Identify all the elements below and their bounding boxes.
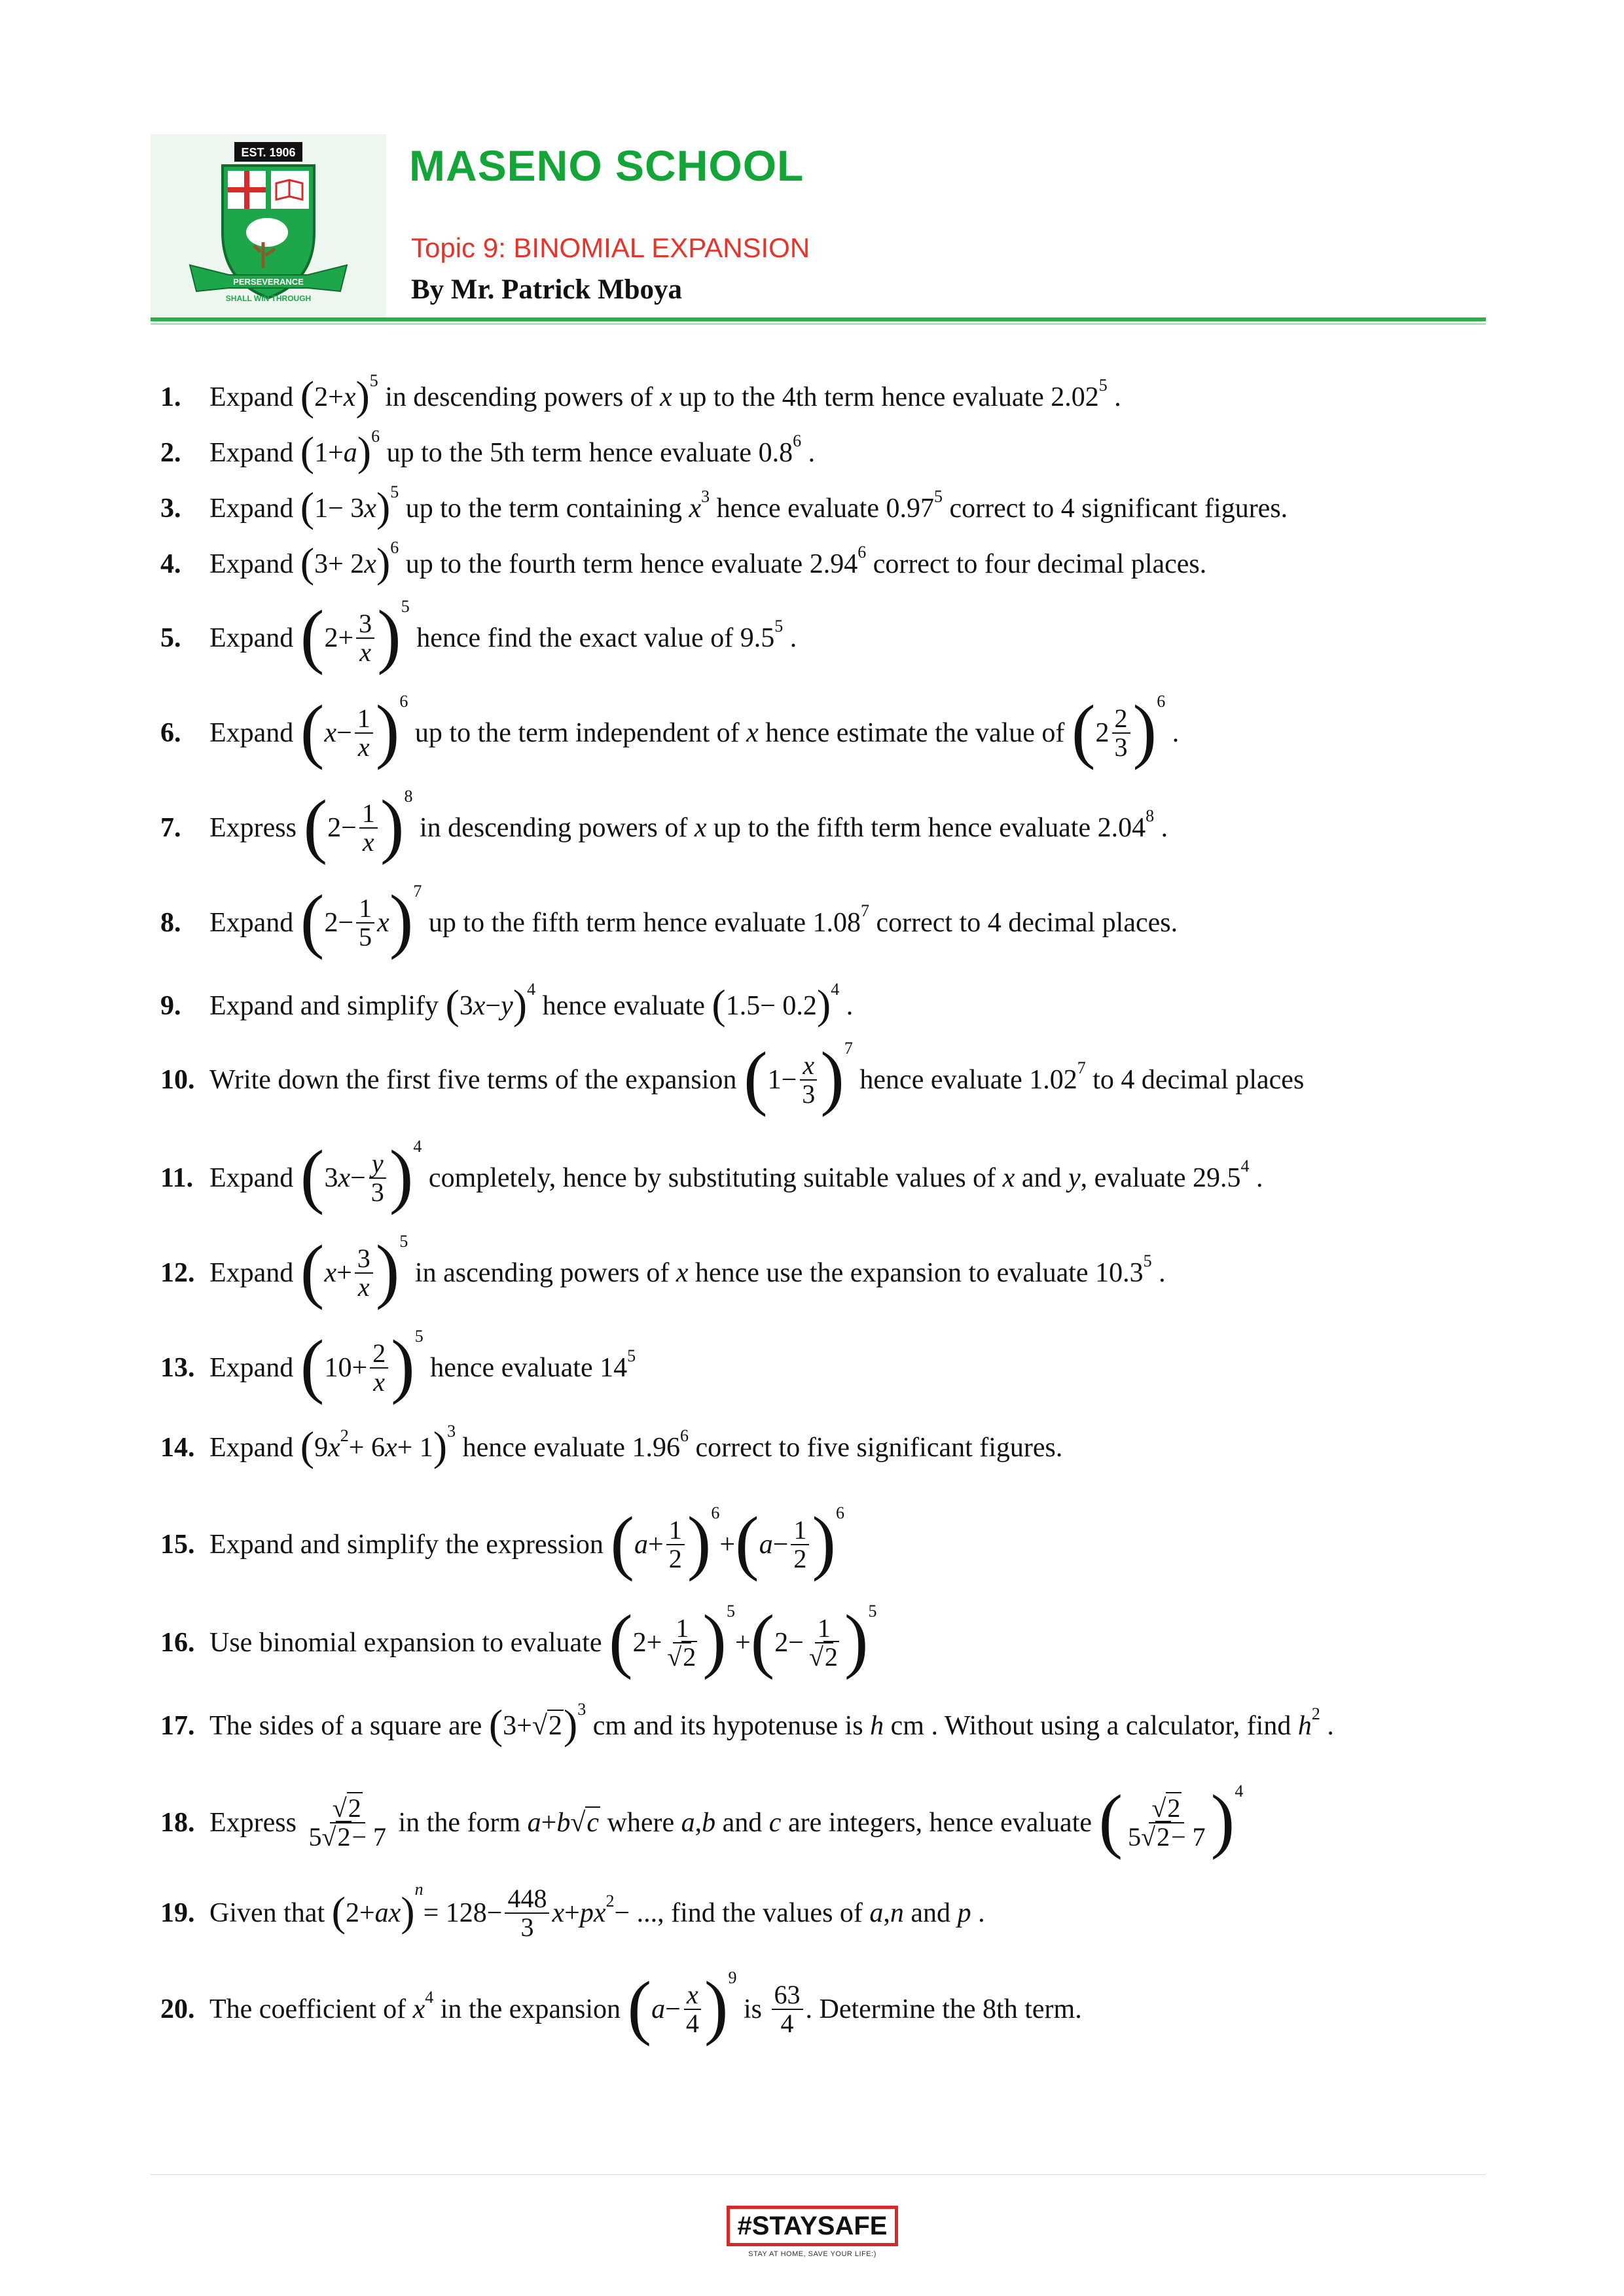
topic-title: Topic 9: BINOMIAL EXPANSION bbox=[411, 232, 810, 263]
question-number: 7. bbox=[160, 813, 181, 843]
footer-divider bbox=[151, 2174, 1486, 2175]
question-number: 4. bbox=[160, 549, 181, 579]
question-text: Expand bbox=[209, 549, 300, 579]
question-text: cm and its hypotenuse is bbox=[586, 1711, 871, 1741]
svg-text:PERSEVERANCE: PERSEVERANCE bbox=[233, 277, 304, 287]
question-text: where bbox=[600, 1808, 681, 1838]
question-number: 19. bbox=[160, 1898, 195, 1928]
question-text: , find the values of bbox=[657, 1898, 870, 1928]
question-number: 1. bbox=[160, 382, 181, 412]
question-text: hence evaluate bbox=[535, 991, 712, 1021]
question-number: 13. bbox=[160, 1353, 195, 1383]
svg-text:SHALL WIN THROUGH: SHALL WIN THROUGH bbox=[225, 294, 312, 303]
question-19: 19. Given that ( 2+ ax ) n = 128− $\frac{448}{3}$ x + px 2 − ... , find the values of a , n and p . bbox=[160, 1880, 985, 1942]
question-number: 12. bbox=[160, 1258, 195, 1288]
question-text: , evaluate bbox=[1080, 1163, 1193, 1193]
question-15: 15. Expand and simplify the expression ( a + $\frac{1}{2}$ ) 6 + ( a − $\frac{1}{2}$ ) 6 bbox=[160, 1502, 845, 1582]
question-text: cm . Without using a calculator, find bbox=[884, 1711, 1298, 1741]
question-text: hence evaluate bbox=[456, 1433, 632, 1463]
question-text: to 4 decimal places bbox=[1085, 1065, 1305, 1095]
question-number: 18. bbox=[160, 1808, 195, 1838]
question-text: Expand bbox=[209, 1353, 300, 1383]
question-text: Expand bbox=[209, 623, 300, 653]
question-text: are integers, hence evaluate bbox=[781, 1808, 1099, 1838]
question-text: up to the term independent of bbox=[408, 718, 747, 748]
question-text: Use binomial expansion to evaluate bbox=[209, 1628, 609, 1658]
question-17: 17. The sides of a square are ( 3+ √2 ) 3 cm and its hypotenuse is h cm . Without using a calculator, find h 2 . bbox=[160, 1700, 1334, 1748]
question-text: hence evaluate bbox=[423, 1353, 600, 1383]
question-text: and bbox=[1015, 1163, 1068, 1193]
question-text: Express bbox=[209, 1808, 304, 1838]
svg-text:EST. 1906: EST. 1906 bbox=[241, 146, 296, 159]
question-9: 9. Expand and simplify ( 3 x − y ) 4 hence evaluate ( 1.5− 0.2 ) 4 . bbox=[160, 980, 854, 1028]
question-18: 18. Express $\frac{√2}{5√2- 7}$ in the form a + b √c where a , b and c are integers, hence evaluate ( $\frac{√2}{5√2- 7}$ ) 4 bbox=[160, 1780, 1244, 1860]
question-8: 8. Expand ( 2− $\frac{1}{5}$ x ) 7 up to the fifth term hence evaluate 1.08 7 correct to 4 decimal places. bbox=[160, 880, 1178, 960]
question-text: The coefficient of bbox=[209, 1994, 413, 2024]
question-text: . bbox=[1159, 1258, 1166, 1288]
question-text: Expand bbox=[209, 908, 300, 938]
question-1: 1. Expand ( 2+ x ) 5 in descending powers of x up to the 4th term hence evaluate 2.02 5 . bbox=[160, 371, 1121, 419]
question-text: correct to 4 significant figures. bbox=[943, 493, 1288, 524]
question-text: correct to four decimal places. bbox=[866, 549, 1207, 579]
question-16: 16. Use binomial expansion to evaluate ( 2+ $\frac{1}{√2}$ ) 5 + ( 2− $\frac{1}{√2}$ ) 5 bbox=[160, 1600, 877, 1680]
staysafe-badge-label: #STAYSAFE bbox=[727, 2206, 898, 2246]
question-text: hence find the exact value of bbox=[409, 623, 740, 653]
question-10: 10. Write down the first five terms of the expansion ( 1− $\frac{x}{3}$ ) 7 hence evaluate 1.02 7 to 4 decimal places bbox=[160, 1037, 1305, 1117]
question-number: 10. bbox=[160, 1065, 195, 1095]
school-name: MASENO SCHOOL bbox=[409, 141, 804, 190]
question-number: 15. bbox=[160, 1530, 195, 1560]
question-6: 6. Expand ( x − $\frac{1}{x}$ ) 6 up to the term independent of x hence estimate the value of ( 2 $\frac{2}{3}$ ) 6 . bbox=[160, 691, 1180, 770]
question-number: 20. bbox=[160, 1994, 195, 2024]
page-header bbox=[151, 134, 1486, 324]
question-5: 5. Expand ( 2+ $\frac{3}{x}$ ) 5 hence find the exact value of 9.5 5 . bbox=[160, 596, 797, 675]
question-text: up to the 4th term hence evaluate bbox=[672, 382, 1051, 412]
question-text: Write down the first five terms of the expansion bbox=[209, 1065, 744, 1095]
header-divider-shadow bbox=[151, 323, 1486, 325]
author-line: By Mr. Patrick Mboya bbox=[411, 274, 683, 305]
question-text: Expand and simplify bbox=[209, 991, 446, 1021]
question-number: 16. bbox=[160, 1628, 195, 1658]
question-number: 9. bbox=[160, 991, 181, 1021]
question-text: Given that bbox=[209, 1898, 332, 1928]
question-text: . bbox=[1114, 382, 1121, 412]
question-number: 2. bbox=[160, 438, 181, 468]
question-text: hence evaluate bbox=[710, 493, 886, 524]
question-text: up to the term containing bbox=[399, 493, 689, 524]
question-text: up to the 5th term hence evaluate bbox=[380, 438, 759, 468]
question-20: 20. The coefficient of x 4 in the expansion ( a − $\frac{x}{4}$ ) 9 is $\frac{63}{4}$ . Determine the 8th term. bbox=[160, 1967, 1082, 2047]
question-text: in the expansion bbox=[433, 1994, 628, 2024]
question-text: completely, hence by substituting suitable values of bbox=[422, 1163, 1003, 1193]
question-number: 14. bbox=[160, 1433, 195, 1463]
question-text: Express bbox=[209, 813, 304, 843]
question-text: correct to five significant figures. bbox=[688, 1433, 1063, 1463]
question-text: hence evaluate bbox=[852, 1065, 1030, 1095]
question-text: Expand bbox=[209, 438, 300, 468]
question-text: . bbox=[808, 438, 816, 468]
question-7: 7. Express ( 2− $\frac{1}{x}$ ) 8 in descending powers of x up to the fifth term hence evaluate 2.04 8 . bbox=[160, 785, 1168, 865]
question-text: and bbox=[715, 1808, 769, 1838]
question-text: . bbox=[1172, 718, 1180, 748]
question-4: 4. Expand ( 3+ 2 x ) 6 up to the fourth term hence evaluate 2.94 6 correct to four decimal places. bbox=[160, 538, 1207, 586]
question-text: . bbox=[846, 991, 854, 1021]
question-text: Expand bbox=[209, 1163, 300, 1193]
question-13: 13. Expand ( 10+ $\frac{2}{x}$ ) 5 hence evaluate 14 5 bbox=[160, 1325, 636, 1405]
question-text: . bbox=[789, 623, 797, 653]
question-number: 11. bbox=[160, 1163, 194, 1193]
question-number: 17. bbox=[160, 1711, 195, 1741]
question-text: in ascending powers of bbox=[408, 1258, 676, 1288]
question-number: 6. bbox=[160, 718, 181, 748]
question-text: Expand bbox=[209, 1433, 300, 1463]
header-divider bbox=[151, 317, 1486, 321]
question-text: up to the fourth term hence evaluate bbox=[399, 549, 810, 579]
school-crest-logo bbox=[151, 134, 386, 321]
question-14: 14. Expand ( 9 x 2 + 6 x + 1 ) 3 hence evaluate 1.96 6 correct to five significant figures. bbox=[160, 1422, 1063, 1469]
question-text: in descending powers of bbox=[412, 813, 695, 843]
question-number: 8. bbox=[160, 908, 181, 938]
question-text: . Determine the 8th term. bbox=[805, 1994, 1082, 2024]
question-text: Expand bbox=[209, 718, 300, 748]
question-2: 2. Expand ( 1+ a ) 6 up to the 5th term hence evaluate 0.8 6 . bbox=[160, 427, 816, 475]
question-text: in the form bbox=[391, 1808, 528, 1838]
question-text: correct to 4 decimal places. bbox=[869, 908, 1178, 938]
question-text: up to the fifth term hence evaluate bbox=[422, 908, 813, 938]
question-text: hence use the expansion to evaluate bbox=[688, 1258, 1096, 1288]
question-text: . bbox=[978, 1898, 985, 1928]
question-text: up to the fifth term hence evaluate bbox=[706, 813, 1098, 843]
question-text: . bbox=[1327, 1711, 1334, 1741]
question-text: Expand bbox=[209, 493, 300, 524]
question-text: The sides of a square are bbox=[209, 1711, 489, 1741]
question-12: 12. Expand ( x + $\frac{3}{x}$ ) 5 in ascending powers of x hence use the expansion to evaluate 10.3 5 . bbox=[160, 1230, 1166, 1310]
question-text: is bbox=[736, 1994, 769, 2024]
question-text: Expand bbox=[209, 1258, 300, 1288]
question-text: in descending powers of bbox=[378, 382, 660, 412]
question-text: Expand bbox=[209, 382, 300, 412]
question-text: hence estimate the value of bbox=[758, 718, 1072, 748]
question-number: 3. bbox=[160, 493, 181, 524]
question-11: 11. Expand ( 3 x − $\frac{y}{3}$ ) 4 completely, hence by substituting suitable values of x and y , evaluate 29.5 4 . bbox=[160, 1136, 1263, 1215]
question-text: . bbox=[1161, 813, 1168, 843]
staysafe-tagline: STAY AT HOME, SAVE YOUR LIFE:) bbox=[748, 2250, 876, 2258]
question-text: and bbox=[903, 1898, 958, 1928]
question-text: Expand and simplify the expression bbox=[209, 1530, 611, 1560]
staysafe-badge bbox=[727, 2206, 898, 2271]
question-number: 5. bbox=[160, 623, 181, 653]
question-3: 3. Expand ( 1− 3 x ) 5 up to the term containing x 3 hence evaluate 0.97 5 correct to 4 significant figures. bbox=[160, 482, 1288, 530]
question-text: . bbox=[1256, 1163, 1263, 1193]
